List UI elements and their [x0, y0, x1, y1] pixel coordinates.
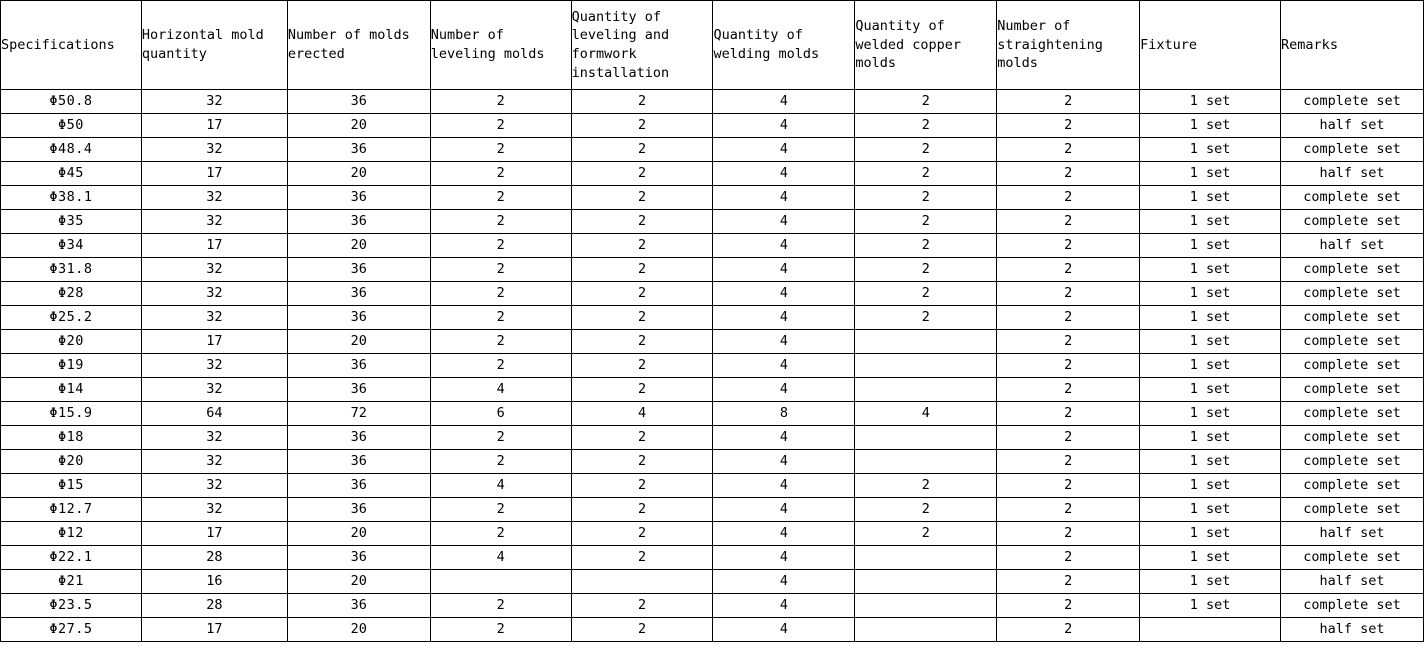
table-cell: complete set — [1281, 306, 1424, 330]
table-cell: 2 — [571, 426, 713, 450]
table-cell: 2 — [430, 522, 571, 546]
table-cell: 2 — [997, 282, 1140, 306]
table-row — [1, 330, 1424, 354]
table-cell: 4 — [713, 90, 855, 114]
table-cell: 17 — [141, 618, 287, 642]
table-cell: complete set — [1281, 354, 1424, 378]
cell-specification: Φ19 — [1, 354, 142, 378]
table-cell: 32 — [141, 186, 287, 210]
table-row — [1, 594, 1424, 618]
column-header-quantity-of-welding-molds: Quantity of welding molds — [713, 1, 855, 90]
cell-specification: Φ50.8 — [1, 90, 142, 114]
table-cell: 2 — [571, 234, 713, 258]
table-row — [1, 186, 1424, 210]
table-cell — [855, 378, 997, 402]
table-cell: 4 — [713, 426, 855, 450]
table-cell: 2 — [997, 114, 1140, 138]
table-row — [1, 306, 1424, 330]
table-row — [1, 474, 1424, 498]
table-cell: 2 — [855, 522, 997, 546]
table-cell: 32 — [141, 90, 287, 114]
cell-specification: Φ35 — [1, 210, 142, 234]
table-cell: 2 — [997, 378, 1140, 402]
column-header-quantity-of-leveling-and-formwork-installation: Quantity of leveling and formwork installation — [571, 1, 713, 90]
table-cell: 2 — [997, 330, 1140, 354]
table-cell: 2 — [997, 186, 1140, 210]
table-row — [1, 402, 1424, 426]
table-cell: 32 — [141, 378, 287, 402]
cell-specification: Φ18 — [1, 426, 142, 450]
table-cell: 1 set — [1140, 114, 1281, 138]
table-cell — [855, 594, 997, 618]
table-cell: 1 set — [1140, 354, 1281, 378]
table-cell: 2 — [997, 306, 1140, 330]
table-cell: complete set — [1281, 474, 1424, 498]
cell-specification: Φ20 — [1, 330, 142, 354]
table-cell: 1 set — [1140, 450, 1281, 474]
table-cell — [1140, 618, 1281, 642]
cell-specification: Φ28 — [1, 282, 142, 306]
table-cell: 4 — [713, 282, 855, 306]
table-cell: 2 — [997, 138, 1140, 162]
table-cell — [855, 618, 997, 642]
table-cell: 2 — [430, 186, 571, 210]
cell-specification: Φ45 — [1, 162, 142, 186]
table-cell: 17 — [141, 114, 287, 138]
table-row — [1, 282, 1424, 306]
column-header-number-of-molds-erected: Number of molds erected — [287, 1, 430, 90]
table-cell: 2 — [430, 234, 571, 258]
table-cell: 1 set — [1140, 426, 1281, 450]
table-cell: 2 — [571, 354, 713, 378]
table-cell: 1 set — [1140, 90, 1281, 114]
table-cell — [855, 426, 997, 450]
table-cell: 2 — [571, 498, 713, 522]
table-cell: 2 — [997, 234, 1140, 258]
table-cell: 2 — [430, 162, 571, 186]
table-cell: 1 set — [1140, 498, 1281, 522]
table-cell: 20 — [287, 330, 430, 354]
table-cell — [430, 570, 571, 594]
table-cell: complete set — [1281, 282, 1424, 306]
table-cell: 1 set — [1140, 402, 1281, 426]
cell-specification: Φ38.1 — [1, 186, 142, 210]
cell-specification: Φ12 — [1, 522, 142, 546]
table-cell: half set — [1281, 570, 1424, 594]
table-row — [1, 210, 1424, 234]
table-cell: 28 — [141, 594, 287, 618]
table-cell: 2 — [430, 450, 571, 474]
cell-specification: Φ27.5 — [1, 618, 142, 642]
table-header-row — [1, 1, 1424, 90]
table-cell: complete set — [1281, 594, 1424, 618]
table-cell: 2 — [571, 306, 713, 330]
table-cell: complete set — [1281, 402, 1424, 426]
table-cell: 36 — [287, 354, 430, 378]
table-cell: 4 — [713, 114, 855, 138]
column-header-remarks: Remarks — [1281, 1, 1424, 90]
table-cell: half set — [1281, 234, 1424, 258]
table-cell: 20 — [287, 114, 430, 138]
table-cell: complete set — [1281, 210, 1424, 234]
table-cell: complete set — [1281, 426, 1424, 450]
table-cell: 2 — [571, 450, 713, 474]
table-cell: 1 set — [1140, 282, 1281, 306]
table-cell: 36 — [287, 282, 430, 306]
table-cell: 1 set — [1140, 138, 1281, 162]
table-cell: 32 — [141, 210, 287, 234]
table-cell: 36 — [287, 210, 430, 234]
table-row — [1, 114, 1424, 138]
table-cell: 2 — [430, 594, 571, 618]
table-cell: 2 — [997, 522, 1140, 546]
table-cell: 4 — [713, 522, 855, 546]
table-cell: 4 — [713, 594, 855, 618]
table-cell: 1 set — [1140, 378, 1281, 402]
table-cell: 2 — [997, 474, 1140, 498]
table-cell: 1 set — [1140, 186, 1281, 210]
table-cell: 16 — [141, 570, 287, 594]
column-header-quantity-of-welded-copper-molds: Quantity of welded copper molds — [855, 1, 997, 90]
table-cell: 32 — [141, 258, 287, 282]
table-cell — [855, 570, 997, 594]
table-cell: 1 set — [1140, 522, 1281, 546]
table-cell: 2 — [430, 138, 571, 162]
table-cell: 2 — [571, 594, 713, 618]
table-cell: 2 — [430, 306, 571, 330]
table-body — [1, 90, 1424, 642]
table-cell: 2 — [430, 354, 571, 378]
table-row — [1, 522, 1424, 546]
cell-specification: Φ21 — [1, 570, 142, 594]
table-row — [1, 258, 1424, 282]
table-cell: 20 — [287, 570, 430, 594]
cell-specification: Φ14 — [1, 378, 142, 402]
table-cell: 2 — [430, 282, 571, 306]
table-cell: complete set — [1281, 186, 1424, 210]
table-cell — [855, 546, 997, 570]
table-cell: 2 — [571, 330, 713, 354]
table-cell: 1 set — [1140, 330, 1281, 354]
table-cell: 2 — [571, 114, 713, 138]
table-row — [1, 378, 1424, 402]
table-cell — [571, 570, 713, 594]
table-cell: 2 — [997, 210, 1140, 234]
column-header-number-of-leveling-molds: Number of leveling molds — [430, 1, 571, 90]
table-cell: 2 — [571, 618, 713, 642]
table-row — [1, 546, 1424, 570]
table-cell: 1 set — [1140, 570, 1281, 594]
table-cell: 17 — [141, 162, 287, 186]
cell-specification: Φ23.5 — [1, 594, 142, 618]
table-cell: 36 — [287, 138, 430, 162]
table-cell: 36 — [287, 258, 430, 282]
table-cell: 2 — [997, 618, 1140, 642]
table-cell: 2 — [430, 618, 571, 642]
table-cell: 20 — [287, 618, 430, 642]
table-cell: 32 — [141, 306, 287, 330]
table-cell: 4 — [430, 378, 571, 402]
table-cell: 4 — [713, 378, 855, 402]
table-cell: 20 — [287, 162, 430, 186]
cell-specification: Φ50 — [1, 114, 142, 138]
table-cell: 2 — [855, 258, 997, 282]
table-cell: half set — [1281, 522, 1424, 546]
cell-specification: Φ12.7 — [1, 498, 142, 522]
table-cell: 2 — [571, 186, 713, 210]
table-cell: 4 — [713, 138, 855, 162]
table-cell: 36 — [287, 450, 430, 474]
table-cell: 2 — [571, 474, 713, 498]
table-cell: 2 — [997, 594, 1140, 618]
table-cell: 2 — [855, 114, 997, 138]
table-cell: 1 set — [1140, 162, 1281, 186]
table-cell: 2 — [855, 186, 997, 210]
column-header-specifications: Specifications — [1, 1, 142, 90]
table-cell: 2 — [571, 282, 713, 306]
table-cell: 2 — [997, 258, 1140, 282]
table-cell: 32 — [141, 498, 287, 522]
table-cell: 2 — [855, 162, 997, 186]
table-cell: 20 — [287, 234, 430, 258]
table-cell: 2 — [430, 330, 571, 354]
table-cell: 36 — [287, 306, 430, 330]
table-cell: 2 — [997, 426, 1140, 450]
cell-specification: Φ25.2 — [1, 306, 142, 330]
table-cell: 32 — [141, 282, 287, 306]
table-cell: 1 set — [1140, 210, 1281, 234]
table-row — [1, 426, 1424, 450]
table-cell: 32 — [141, 138, 287, 162]
table-cell: 32 — [141, 450, 287, 474]
table-cell: 28 — [141, 546, 287, 570]
table-cell: 4 — [713, 210, 855, 234]
table-cell: 32 — [141, 354, 287, 378]
cell-specification: Φ15.9 — [1, 402, 142, 426]
table-cell: 4 — [713, 330, 855, 354]
table-cell: half set — [1281, 114, 1424, 138]
table-cell: 36 — [287, 546, 430, 570]
table-row — [1, 570, 1424, 594]
table-cell: 4 — [430, 474, 571, 498]
table-cell: complete set — [1281, 450, 1424, 474]
cell-specification: Φ31.8 — [1, 258, 142, 282]
table-cell: 20 — [287, 522, 430, 546]
table-cell: 2 — [430, 90, 571, 114]
table-cell: 4 — [713, 186, 855, 210]
table-cell: 4 — [713, 474, 855, 498]
table-cell: 4 — [855, 402, 997, 426]
table-cell: complete set — [1281, 498, 1424, 522]
table-cell: 2 — [430, 114, 571, 138]
table-cell: 2 — [855, 498, 997, 522]
table-cell: 36 — [287, 378, 430, 402]
table-cell: 2 — [571, 210, 713, 234]
table-row — [1, 234, 1424, 258]
table-cell: 2 — [997, 162, 1140, 186]
table-cell — [855, 450, 997, 474]
table-cell: 2 — [997, 90, 1140, 114]
table-cell: 36 — [287, 594, 430, 618]
column-header-number-of-straightening-molds: Number of straightening molds — [997, 1, 1140, 90]
table-row — [1, 618, 1424, 642]
table-cell: 4 — [713, 258, 855, 282]
table-cell: 1 set — [1140, 594, 1281, 618]
table-cell: 2 — [571, 258, 713, 282]
column-header-horizontal-mold-quantity: Horizontal mold quantity — [141, 1, 287, 90]
table-row — [1, 90, 1424, 114]
table-cell: 2 — [571, 138, 713, 162]
table-header — [1, 1, 1424, 90]
cell-specification: Φ48.4 — [1, 138, 142, 162]
table-cell: 64 — [141, 402, 287, 426]
table-cell: 4 — [713, 162, 855, 186]
table-cell: 4 — [713, 570, 855, 594]
table-cell: 17 — [141, 522, 287, 546]
table-row — [1, 138, 1424, 162]
table-cell: 8 — [713, 402, 855, 426]
table-cell: 1 set — [1140, 546, 1281, 570]
table-cell: 2 — [571, 162, 713, 186]
table-cell: 2 — [997, 498, 1140, 522]
table-cell: 2 — [997, 570, 1140, 594]
table-cell: 2 — [855, 90, 997, 114]
table-cell: 2 — [571, 522, 713, 546]
table-cell: complete set — [1281, 378, 1424, 402]
cell-specification: Φ22.1 — [1, 546, 142, 570]
table-cell: 1 set — [1140, 234, 1281, 258]
table-cell: half set — [1281, 162, 1424, 186]
column-header-fixture: Fixture — [1140, 1, 1281, 90]
table-cell: 6 — [430, 402, 571, 426]
table-cell: complete set — [1281, 330, 1424, 354]
table-cell: 2 — [855, 474, 997, 498]
table-cell: 36 — [287, 90, 430, 114]
table-row — [1, 450, 1424, 474]
table-cell: 2 — [855, 138, 997, 162]
table-cell: 2 — [855, 282, 997, 306]
cell-specification: Φ34 — [1, 234, 142, 258]
table-cell: 1 set — [1140, 306, 1281, 330]
table-cell: 32 — [141, 426, 287, 450]
table-cell: 2 — [430, 210, 571, 234]
table-cell: 2 — [430, 426, 571, 450]
table-cell: 2 — [997, 546, 1140, 570]
table-cell: 36 — [287, 498, 430, 522]
table-cell: 2 — [571, 378, 713, 402]
table-cell: 4 — [713, 306, 855, 330]
table-cell: 2 — [997, 402, 1140, 426]
table-cell: complete set — [1281, 546, 1424, 570]
table-cell: 4 — [713, 234, 855, 258]
table-cell: 2 — [430, 498, 571, 522]
table-cell: 2 — [855, 306, 997, 330]
table-cell: 2 — [997, 354, 1140, 378]
table-cell: 36 — [287, 426, 430, 450]
table-cell: complete set — [1281, 90, 1424, 114]
table-cell: 4 — [430, 546, 571, 570]
table-cell: 32 — [141, 474, 287, 498]
cell-specification: Φ20 — [1, 450, 142, 474]
table-cell — [855, 354, 997, 378]
table-cell: half set — [1281, 618, 1424, 642]
table-cell — [855, 330, 997, 354]
table-cell: 2 — [855, 210, 997, 234]
table-cell: 4 — [713, 498, 855, 522]
table-cell: 4 — [713, 618, 855, 642]
table-row — [1, 354, 1424, 378]
table-cell: 4 — [571, 402, 713, 426]
cell-specification: Φ15 — [1, 474, 142, 498]
table-cell: 17 — [141, 234, 287, 258]
table-cell: 36 — [287, 474, 430, 498]
table-cell: 4 — [713, 546, 855, 570]
table-cell: complete set — [1281, 258, 1424, 282]
table-cell: 72 — [287, 402, 430, 426]
table-cell: 4 — [713, 354, 855, 378]
table-cell: 2 — [571, 546, 713, 570]
table-cell: 1 set — [1140, 474, 1281, 498]
table-cell: complete set — [1281, 138, 1424, 162]
table-cell: 2 — [855, 234, 997, 258]
table-cell: 2 — [430, 258, 571, 282]
table-cell: 36 — [287, 186, 430, 210]
table-cell: 1 set — [1140, 258, 1281, 282]
table-cell: 2 — [997, 450, 1140, 474]
table-row — [1, 498, 1424, 522]
table-cell: 4 — [713, 450, 855, 474]
table-row — [1, 162, 1424, 186]
table-cell: 17 — [141, 330, 287, 354]
table-cell: 2 — [571, 90, 713, 114]
